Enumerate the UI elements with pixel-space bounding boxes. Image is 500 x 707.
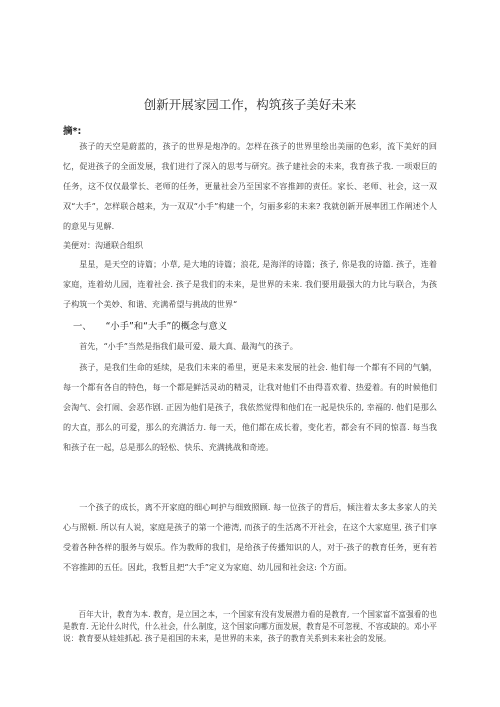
document-title: 创新开展家园工作，构筑孩子美好未来: [143, 97, 357, 112]
body-paragraph-5: 百年大计，教育为本. 教育，是立国之本，一个国家有没有发展潜力看的是教育, 一个国家富不富强看的也是教育. 无论什么时代，什么社会，什么制度，这个国家向哪方面发展，教育是不可忽视、不容或缺的。邓小平说：教育要从娃娃抓起. 孩子是祖国的未来，是世界的未来，孩子的教育关系到未来社会的发展。: [63, 610, 437, 644]
section-heading: [63, 320, 437, 334]
section-title: “小手”和“大手”的概念与意义: [105, 321, 228, 332]
body-paragraph-1: 星星，是天空的诗篇；小草, 是大地的诗篇；浪花, 是海洋的诗篇；孩子, 你是我的诗篇. 孩子，连着家庭，连着幼儿园，连着社会. 孩子是我们的未来，是世界的未来. 我们要用最强大的力比与联合，为孩子构筑一个美妙、和谐、充满希望与挑战的世界“: [63, 259, 437, 309]
body-paragraph-2: 首先，“小手”当然是指我们最可爱、最大真、最淘气的孩子。: [79, 341, 298, 351]
keywords-line: 美便对：沟通联合组织: [63, 241, 143, 250]
body-paragraph-3: 孩子，是我们生命的延续，是我们未来的希里，更是未来发展的社会. 他们每一个都有不同的气躺，每一个都有各自的特色，每一个都是鲜活灵动的精灵，让我对他们不由得喜欢着、热爱着。有的时候他们会淘气、会打闹、会恶作剧. 正因为他们是孩子，我依然觉得和他们在一起是快乐的, 幸福的. 他们是那么的大直，那么的可爱，那么的充满活力. 每一天，他们都在成长着，变化若，都会有不同的惊喜. 每当我和孩子在一起，总是那么的轻松、快乐、充满挑战和奇迹。: [63, 362, 437, 452]
abstract-label: 摘*:: [63, 126, 82, 137]
abstract-paragraph: 孩子的天空是蔚蓝的，孩子的世界是炮净的。怎样在孩子的世界里绘出美丽的色彩，流下美好的回忆，促进孩子的全面发展，我们进行了深入的思考与研究。孩子建社会的未来，我育孩子我. 一项艰巨的任务，这不仅仅最掌长、老师的任务，更量社会乃至国家不容推卸的责任。家长、老师、社会，这一双双“大手”，怎样联合越来，为一双双“小手”构建一个，匀丽多彩的未来? 我就创新开展率团工作阐述个人的意见与见解.: [63, 141, 437, 231]
body-paragraph-4: 一个孩子的成长，离不开家庭的细心呵护与细致照顾. 每一位孩子的背后，倾注着太多太多家人的关心与照顿. 所以有人说，家庭是孩子的第一个港湾, 而孩子的生活离不开社会，在这个大家庭里, 孩子们享受着各种各样的服务与娱乐。作为教师的我们，是给孩子传播知识的人，对于-孩子的教育任务，更有若不容推卸的五任。因此，我暂且把“大手”定义为家庭、幼儿园和社会这: 个方面。: [63, 502, 437, 572]
section-number: 一、: [73, 321, 92, 332]
